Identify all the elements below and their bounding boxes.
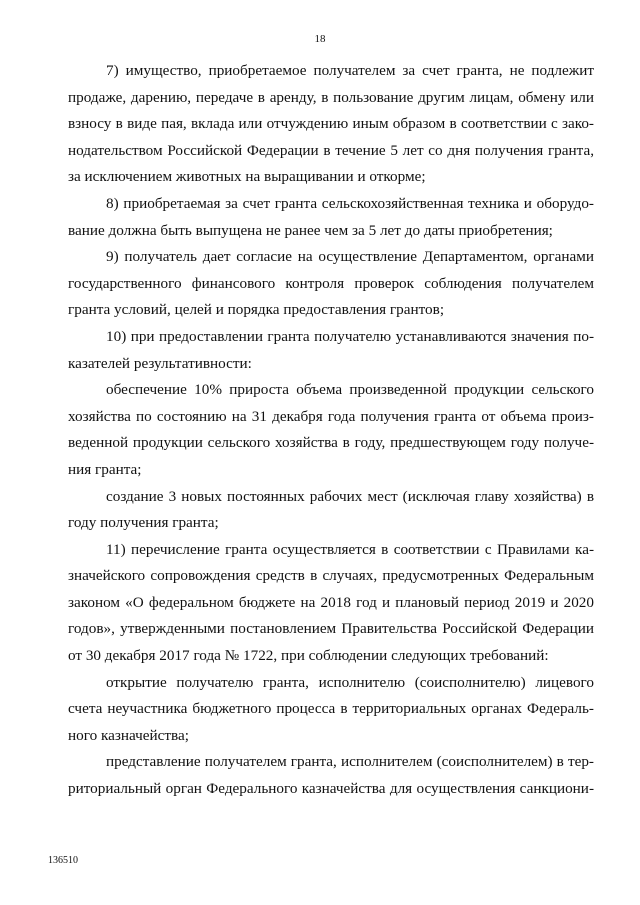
- text-line: году получения гранта;: [68, 514, 219, 532]
- text-line: обеспечение 10% прироста объема произведенной продукции сельского: [106, 381, 594, 399]
- text-line: счета неучастника бюджетного процесса в территориальных органах Федераль-: [68, 700, 594, 718]
- text-line: 8) приобретаемая за счет гранта сельскохозяйственная техника и оборудо-: [106, 194, 594, 212]
- text-line: значейского сопровождения средств в случаях, предусмотренных Федеральным: [68, 567, 594, 585]
- text-line: нодательством Российской Федерации в течение 5 лет со дня получения гранта,: [68, 141, 594, 159]
- text-line: 11) перечисление гранта осуществляется в соответствии с Правилами ка-: [106, 540, 594, 558]
- body-text: [68, 58, 594, 803]
- text-line: создание 3 новых постоянных рабочих мест (исключая главу хозяйства) в: [106, 487, 594, 505]
- text-line: 9) получатель дает согласие на осуществление Департаментом, органами: [106, 248, 594, 266]
- text-line: вание должна быть выпущена не ранее чем за 5 лет до даты приобретения;: [68, 221, 553, 239]
- text-line: веденной продукции сельского хозяйства в году, предшествующем году получе-: [68, 434, 594, 452]
- text-line: представление получателем гранта, исполнителем (соисполнителем) в тер-: [106, 753, 594, 771]
- text-line: ного казначейства;: [68, 726, 189, 744]
- text-line: 7) имущество, приобретаемое получателем за счет гранта, не подлежит: [106, 62, 594, 79]
- text-line: взносу в виде пая, вклада или отчуждению иным образом в соответствии с зако-: [68, 115, 594, 133]
- text-line: за исключением животных на выращивании и откорме;: [68, 168, 426, 186]
- text-line: продаже, дарению, передаче в аренду, в пользование другим лицам, обмену или: [68, 88, 594, 106]
- text-line: государственного финансового контроля проверок соблюдения получателем: [68, 274, 594, 292]
- text-line: риториальный орган Федерального казначейства для осуществления санкциони-: [68, 780, 594, 798]
- document-code: 136510: [48, 855, 78, 866]
- page-number: 18: [314, 33, 326, 45]
- text-line: 10) при предоставлении гранта получателю устанавливаются значения по-: [106, 327, 594, 345]
- text-line: казателей результативности:: [68, 354, 252, 372]
- text-line: от 30 декабря 2017 года № 1722, при соблюдении следующих требований:: [68, 647, 549, 665]
- text-line: годов», утвержденными постановлением Правительства Российской Федерации: [68, 620, 594, 638]
- text-line: законом «О федеральном бюджете на 2018 год и плановый период 2019 и 2020: [68, 593, 594, 611]
- text-line: ния гранта;: [68, 460, 142, 478]
- text-line: открытие получателю гранта, исполнителю (соисполнителю) лицевого: [106, 673, 594, 691]
- text-line: хозяйства по состоянию на 31 декабря года получения гранта от объема произ-: [68, 407, 594, 425]
- text-line: гранта условий, целей и порядка предоставления грантов;: [68, 301, 445, 319]
